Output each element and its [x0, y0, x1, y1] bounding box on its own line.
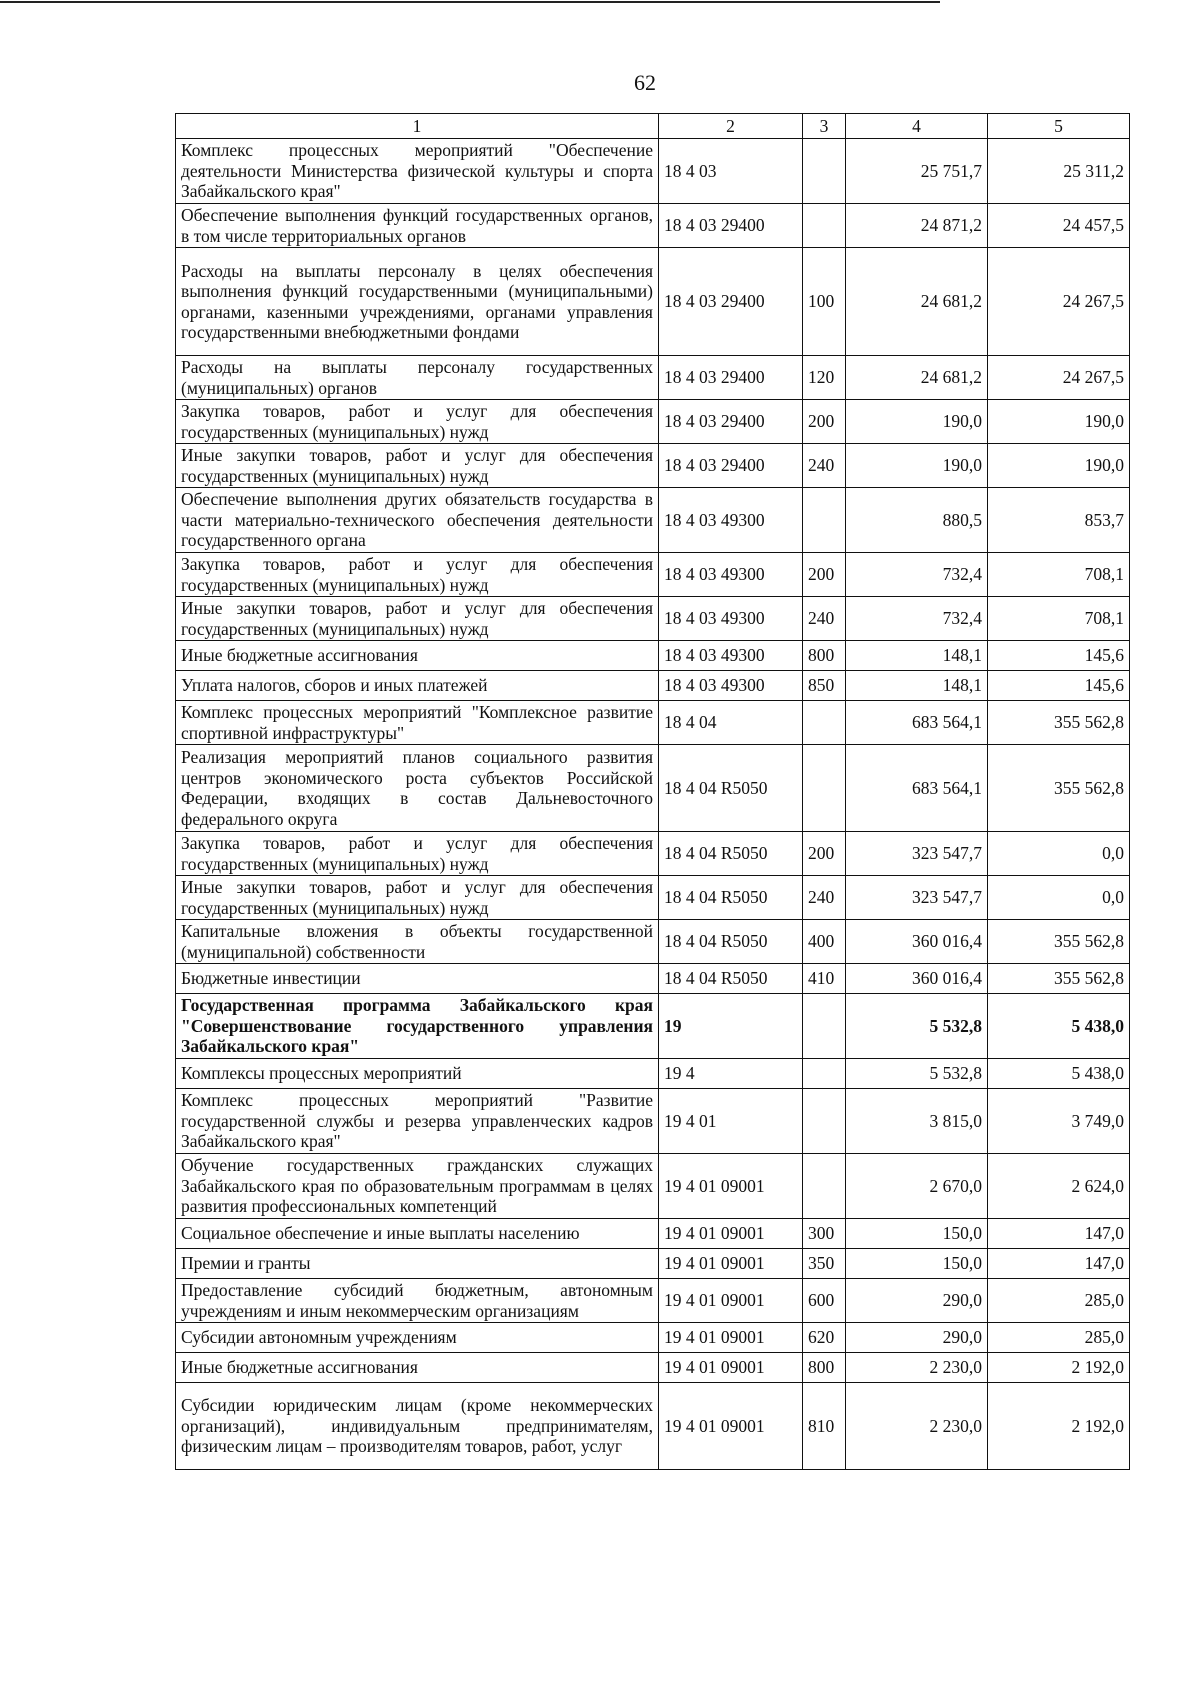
- row-code: 18 4 03 29400: [659, 204, 803, 248]
- row-value-year-1: 24 681,2: [846, 248, 988, 356]
- row-name: Социальное обеспечение и иные выплаты населению: [176, 1219, 659, 1249]
- row-name: Субсидии юридическим лицам (кроме некоммерческих организаций), индивидуальным предпринимателям, физическим лицам – производителям товаров, работ, услуг: [176, 1383, 659, 1470]
- row-code: 18 4 04 R5050: [659, 920, 803, 964]
- table-row: [176, 832, 1130, 876]
- row-value-year-2: 24 457,5: [988, 204, 1130, 248]
- table-row: [176, 1059, 1130, 1089]
- table-row: [176, 671, 1130, 701]
- row-value-year-1: 148,1: [846, 641, 988, 671]
- row-value-year-1: 880,5: [846, 488, 988, 553]
- page-number: 62: [634, 70, 656, 95]
- table-row: [176, 248, 1130, 356]
- table-row: [176, 1323, 1130, 1353]
- row-value-year-2: 5 438,0: [988, 1059, 1130, 1089]
- row-value-year-1: 360 016,4: [846, 964, 988, 994]
- table-row: [176, 994, 1130, 1059]
- row-expense-type: 200: [803, 400, 846, 444]
- row-expense-type: [803, 1059, 846, 1089]
- row-name: Реализация мероприятий планов социального развития центров экономического роста субъектов Российской Федерации, входящих в состав Дальневосточного федерального округа: [176, 745, 659, 832]
- row-expense-type: 810: [803, 1383, 846, 1470]
- row-code: 18 4 03 49300: [659, 597, 803, 641]
- row-value-year-2: 708,1: [988, 553, 1130, 597]
- row-value-year-2: 25 311,2: [988, 139, 1130, 204]
- row-name: Государственная программа Забайкальского края "Совершенствование государственного управления Забайкальского края": [176, 994, 659, 1059]
- row-value-year-2: 2 624,0: [988, 1154, 1130, 1219]
- row-value-year-1: 148,1: [846, 671, 988, 701]
- row-expense-type: [803, 139, 846, 204]
- row-value-year-1: 190,0: [846, 400, 988, 444]
- row-code: 18 4 03 49300: [659, 671, 803, 701]
- row-value-year-2: 3 749,0: [988, 1089, 1130, 1154]
- row-name: Иные бюджетные ассигнования: [176, 641, 659, 671]
- row-name: Обеспечение выполнения других обязательств государства в части материально-технического обеспечения деятельности государственного органа: [176, 488, 659, 553]
- row-expense-type: 620: [803, 1323, 846, 1353]
- row-expense-type: 400: [803, 920, 846, 964]
- row-name: Субсидии автономным учреждениям: [176, 1323, 659, 1353]
- row-value-year-2: 190,0: [988, 444, 1130, 488]
- table-row: [176, 204, 1130, 248]
- table-row: [176, 1219, 1130, 1249]
- row-code: 18 4 03 49300: [659, 641, 803, 671]
- row-value-year-2: 24 267,5: [988, 248, 1130, 356]
- row-value-year-1: 323 547,7: [846, 832, 988, 876]
- row-value-year-1: 2 670,0: [846, 1154, 988, 1219]
- row-expense-type: 300: [803, 1219, 846, 1249]
- table-row: [176, 1383, 1130, 1470]
- table-row: [176, 876, 1130, 920]
- table-row: [176, 1089, 1130, 1154]
- table-row: [176, 1154, 1130, 1219]
- table-row: [176, 701, 1130, 745]
- row-expense-type: 100: [803, 248, 846, 356]
- table-row: [176, 488, 1130, 553]
- row-value-year-2: 145,6: [988, 671, 1130, 701]
- row-code: 18 4 03 29400: [659, 400, 803, 444]
- table-row: [176, 964, 1130, 994]
- row-expense-type: 350: [803, 1249, 846, 1279]
- row-name: Комплекс процессных мероприятий "Обеспечение деятельности Министерства физической культуры и спорта Забайкальского края": [176, 139, 659, 204]
- row-expense-type: 410: [803, 964, 846, 994]
- row-expense-type: [803, 204, 846, 248]
- row-name: Закупка товаров, работ и услуг для обеспечения государственных (муниципальных) нужд: [176, 553, 659, 597]
- row-expense-type: [803, 488, 846, 553]
- row-value-year-1: 5 532,8: [846, 994, 988, 1059]
- row-code: 19 4 01 09001: [659, 1323, 803, 1353]
- row-expense-type: 800: [803, 1353, 846, 1383]
- table-body: [176, 139, 1130, 1470]
- table-row: [176, 444, 1130, 488]
- row-code: 18 4 04 R5050: [659, 964, 803, 994]
- table-row: [176, 139, 1130, 204]
- row-value-year-2: 355 562,8: [988, 745, 1130, 832]
- row-code: 19 4 01 09001: [659, 1279, 803, 1323]
- table-row: [176, 920, 1130, 964]
- row-expense-type: 240: [803, 444, 846, 488]
- row-value-year-1: 732,4: [846, 597, 988, 641]
- row-value-year-2: 708,1: [988, 597, 1130, 641]
- table-row: [176, 1353, 1130, 1383]
- row-expense-type: 200: [803, 832, 846, 876]
- row-name: Комплекс процессных мероприятий "Развитие государственной службы и резерва управленческих кадров Забайкальского края": [176, 1089, 659, 1154]
- row-value-year-1: 190,0: [846, 444, 988, 488]
- row-expense-type: [803, 1089, 846, 1154]
- column-header-4: 4: [846, 114, 988, 139]
- row-code: 18 4 04: [659, 701, 803, 745]
- row-value-year-1: 2 230,0: [846, 1353, 988, 1383]
- row-name: Комплекс процессных мероприятий "Комплексное развитие спортивной инфраструктуры": [176, 701, 659, 745]
- row-code: 19 4 01 09001: [659, 1353, 803, 1383]
- scan-border-line: [0, 1, 940, 3]
- row-value-year-1: 2 230,0: [846, 1383, 988, 1470]
- row-name: Иные закупки товаров, работ и услуг для обеспечения государственных (муниципальных) нужд: [176, 876, 659, 920]
- row-value-year-2: 2 192,0: [988, 1383, 1130, 1470]
- row-code: 18 4 03 49300: [659, 553, 803, 597]
- row-value-year-1: 360 016,4: [846, 920, 988, 964]
- row-expense-type: [803, 745, 846, 832]
- row-value-year-2: 355 562,8: [988, 964, 1130, 994]
- row-expense-type: 240: [803, 597, 846, 641]
- row-value-year-1: 323 547,7: [846, 876, 988, 920]
- row-value-year-2: 853,7: [988, 488, 1130, 553]
- row-code: 18 4 03 29400: [659, 248, 803, 356]
- table-row: [176, 400, 1130, 444]
- row-value-year-1: 3 815,0: [846, 1089, 988, 1154]
- row-value-year-2: 285,0: [988, 1323, 1130, 1353]
- row-value-year-2: 355 562,8: [988, 920, 1130, 964]
- row-expense-type: [803, 1154, 846, 1219]
- row-code: 18 4 03: [659, 139, 803, 204]
- table-row: [176, 745, 1130, 832]
- row-expense-type: 240: [803, 876, 846, 920]
- row-expense-type: 800: [803, 641, 846, 671]
- row-expense-type: [803, 701, 846, 745]
- table-row: [176, 1249, 1130, 1279]
- row-value-year-2: 2 192,0: [988, 1353, 1130, 1383]
- row-value-year-1: 5 532,8: [846, 1059, 988, 1089]
- row-code: 18 4 03 29400: [659, 356, 803, 400]
- row-name: Бюджетные инвестиции: [176, 964, 659, 994]
- row-name: Обучение государственных гражданских служащих Забайкальского края по образовательным программам в целях развития профессиональных компетенций: [176, 1154, 659, 1219]
- column-header-5: 5: [988, 114, 1130, 139]
- row-value-year-2: 285,0: [988, 1279, 1130, 1323]
- row-value-year-1: 25 751,7: [846, 139, 988, 204]
- row-name: Расходы на выплаты персоналу государственных (муниципальных) органов: [176, 356, 659, 400]
- row-name: Расходы на выплаты персоналу в целях обеспечения выполнения функций государственными (муниципальными) органами, казенными учреждениями, органами управления государственными внебюджетными фондами: [176, 248, 659, 356]
- row-code: 18 4 03 29400: [659, 444, 803, 488]
- row-value-year-2: 145,6: [988, 641, 1130, 671]
- row-value-year-2: 0,0: [988, 876, 1130, 920]
- row-expense-type: 850: [803, 671, 846, 701]
- row-value-year-1: 150,0: [846, 1249, 988, 1279]
- row-value-year-1: 24 871,2: [846, 204, 988, 248]
- row-value-year-2: 190,0: [988, 400, 1130, 444]
- row-code: 18 4 04 R5050: [659, 832, 803, 876]
- column-header-2: 2: [659, 114, 803, 139]
- column-header-3: 3: [803, 114, 846, 139]
- row-value-year-1: 150,0: [846, 1219, 988, 1249]
- row-name: Иные закупки товаров, работ и услуг для обеспечения государственных (муниципальных) нужд: [176, 444, 659, 488]
- row-value-year-1: 683 564,1: [846, 745, 988, 832]
- row-value-year-2: 147,0: [988, 1219, 1130, 1249]
- row-code: 19 4 01 09001: [659, 1219, 803, 1249]
- table-row: [176, 356, 1130, 400]
- row-name: Премии и гранты: [176, 1249, 659, 1279]
- row-value-year-2: 24 267,5: [988, 356, 1130, 400]
- row-name: Закупка товаров, работ и услуг для обеспечения государственных (муниципальных) нужд: [176, 400, 659, 444]
- table-row: [176, 641, 1130, 671]
- row-value-year-2: 355 562,8: [988, 701, 1130, 745]
- row-code: 18 4 04 R5050: [659, 745, 803, 832]
- row-value-year-1: 683 564,1: [846, 701, 988, 745]
- row-name: Комплексы процессных мероприятий: [176, 1059, 659, 1089]
- row-code: 18 4 04 R5050: [659, 876, 803, 920]
- column-header-1: 1: [176, 114, 659, 139]
- row-name: Иные бюджетные ассигнования: [176, 1353, 659, 1383]
- table-row: [176, 1279, 1130, 1323]
- row-name: Предоставление субсидий бюджетным, автономным учреждениям и иным некоммерческим организациям: [176, 1279, 659, 1323]
- table-header-row: [176, 114, 1130, 139]
- row-expense-type: [803, 994, 846, 1059]
- row-code: 19: [659, 994, 803, 1059]
- row-name: Обеспечение выполнения функций государственных органов, в том числе территориальных органов: [176, 204, 659, 248]
- row-value-year-2: 147,0: [988, 1249, 1130, 1279]
- budget-table: [175, 113, 1130, 1470]
- row-name: Уплата налогов, сборов и иных платежей: [176, 671, 659, 701]
- row-expense-type: 120: [803, 356, 846, 400]
- row-name: Закупка товаров, работ и услуг для обеспечения государственных (муниципальных) нужд: [176, 832, 659, 876]
- row-value-year-2: 5 438,0: [988, 994, 1130, 1059]
- row-code: 19 4 01 09001: [659, 1154, 803, 1219]
- table-row: [176, 597, 1130, 641]
- row-value-year-1: 290,0: [846, 1323, 988, 1353]
- row-code: 19 4 01: [659, 1089, 803, 1154]
- row-expense-type: 600: [803, 1279, 846, 1323]
- row-code: 19 4 01 09001: [659, 1249, 803, 1279]
- row-value-year-2: 0,0: [988, 832, 1130, 876]
- row-name: Капитальные вложения в объекты государственной (муниципальной) собственности: [176, 920, 659, 964]
- row-code: 19 4: [659, 1059, 803, 1089]
- row-code: 19 4 01 09001: [659, 1383, 803, 1470]
- row-value-year-1: 290,0: [846, 1279, 988, 1323]
- table-row: [176, 553, 1130, 597]
- row-value-year-1: 24 681,2: [846, 356, 988, 400]
- row-code: 18 4 03 49300: [659, 488, 803, 553]
- row-expense-type: 200: [803, 553, 846, 597]
- row-name: Иные закупки товаров, работ и услуг для обеспечения государственных (муниципальных) нужд: [176, 597, 659, 641]
- row-value-year-1: 732,4: [846, 553, 988, 597]
